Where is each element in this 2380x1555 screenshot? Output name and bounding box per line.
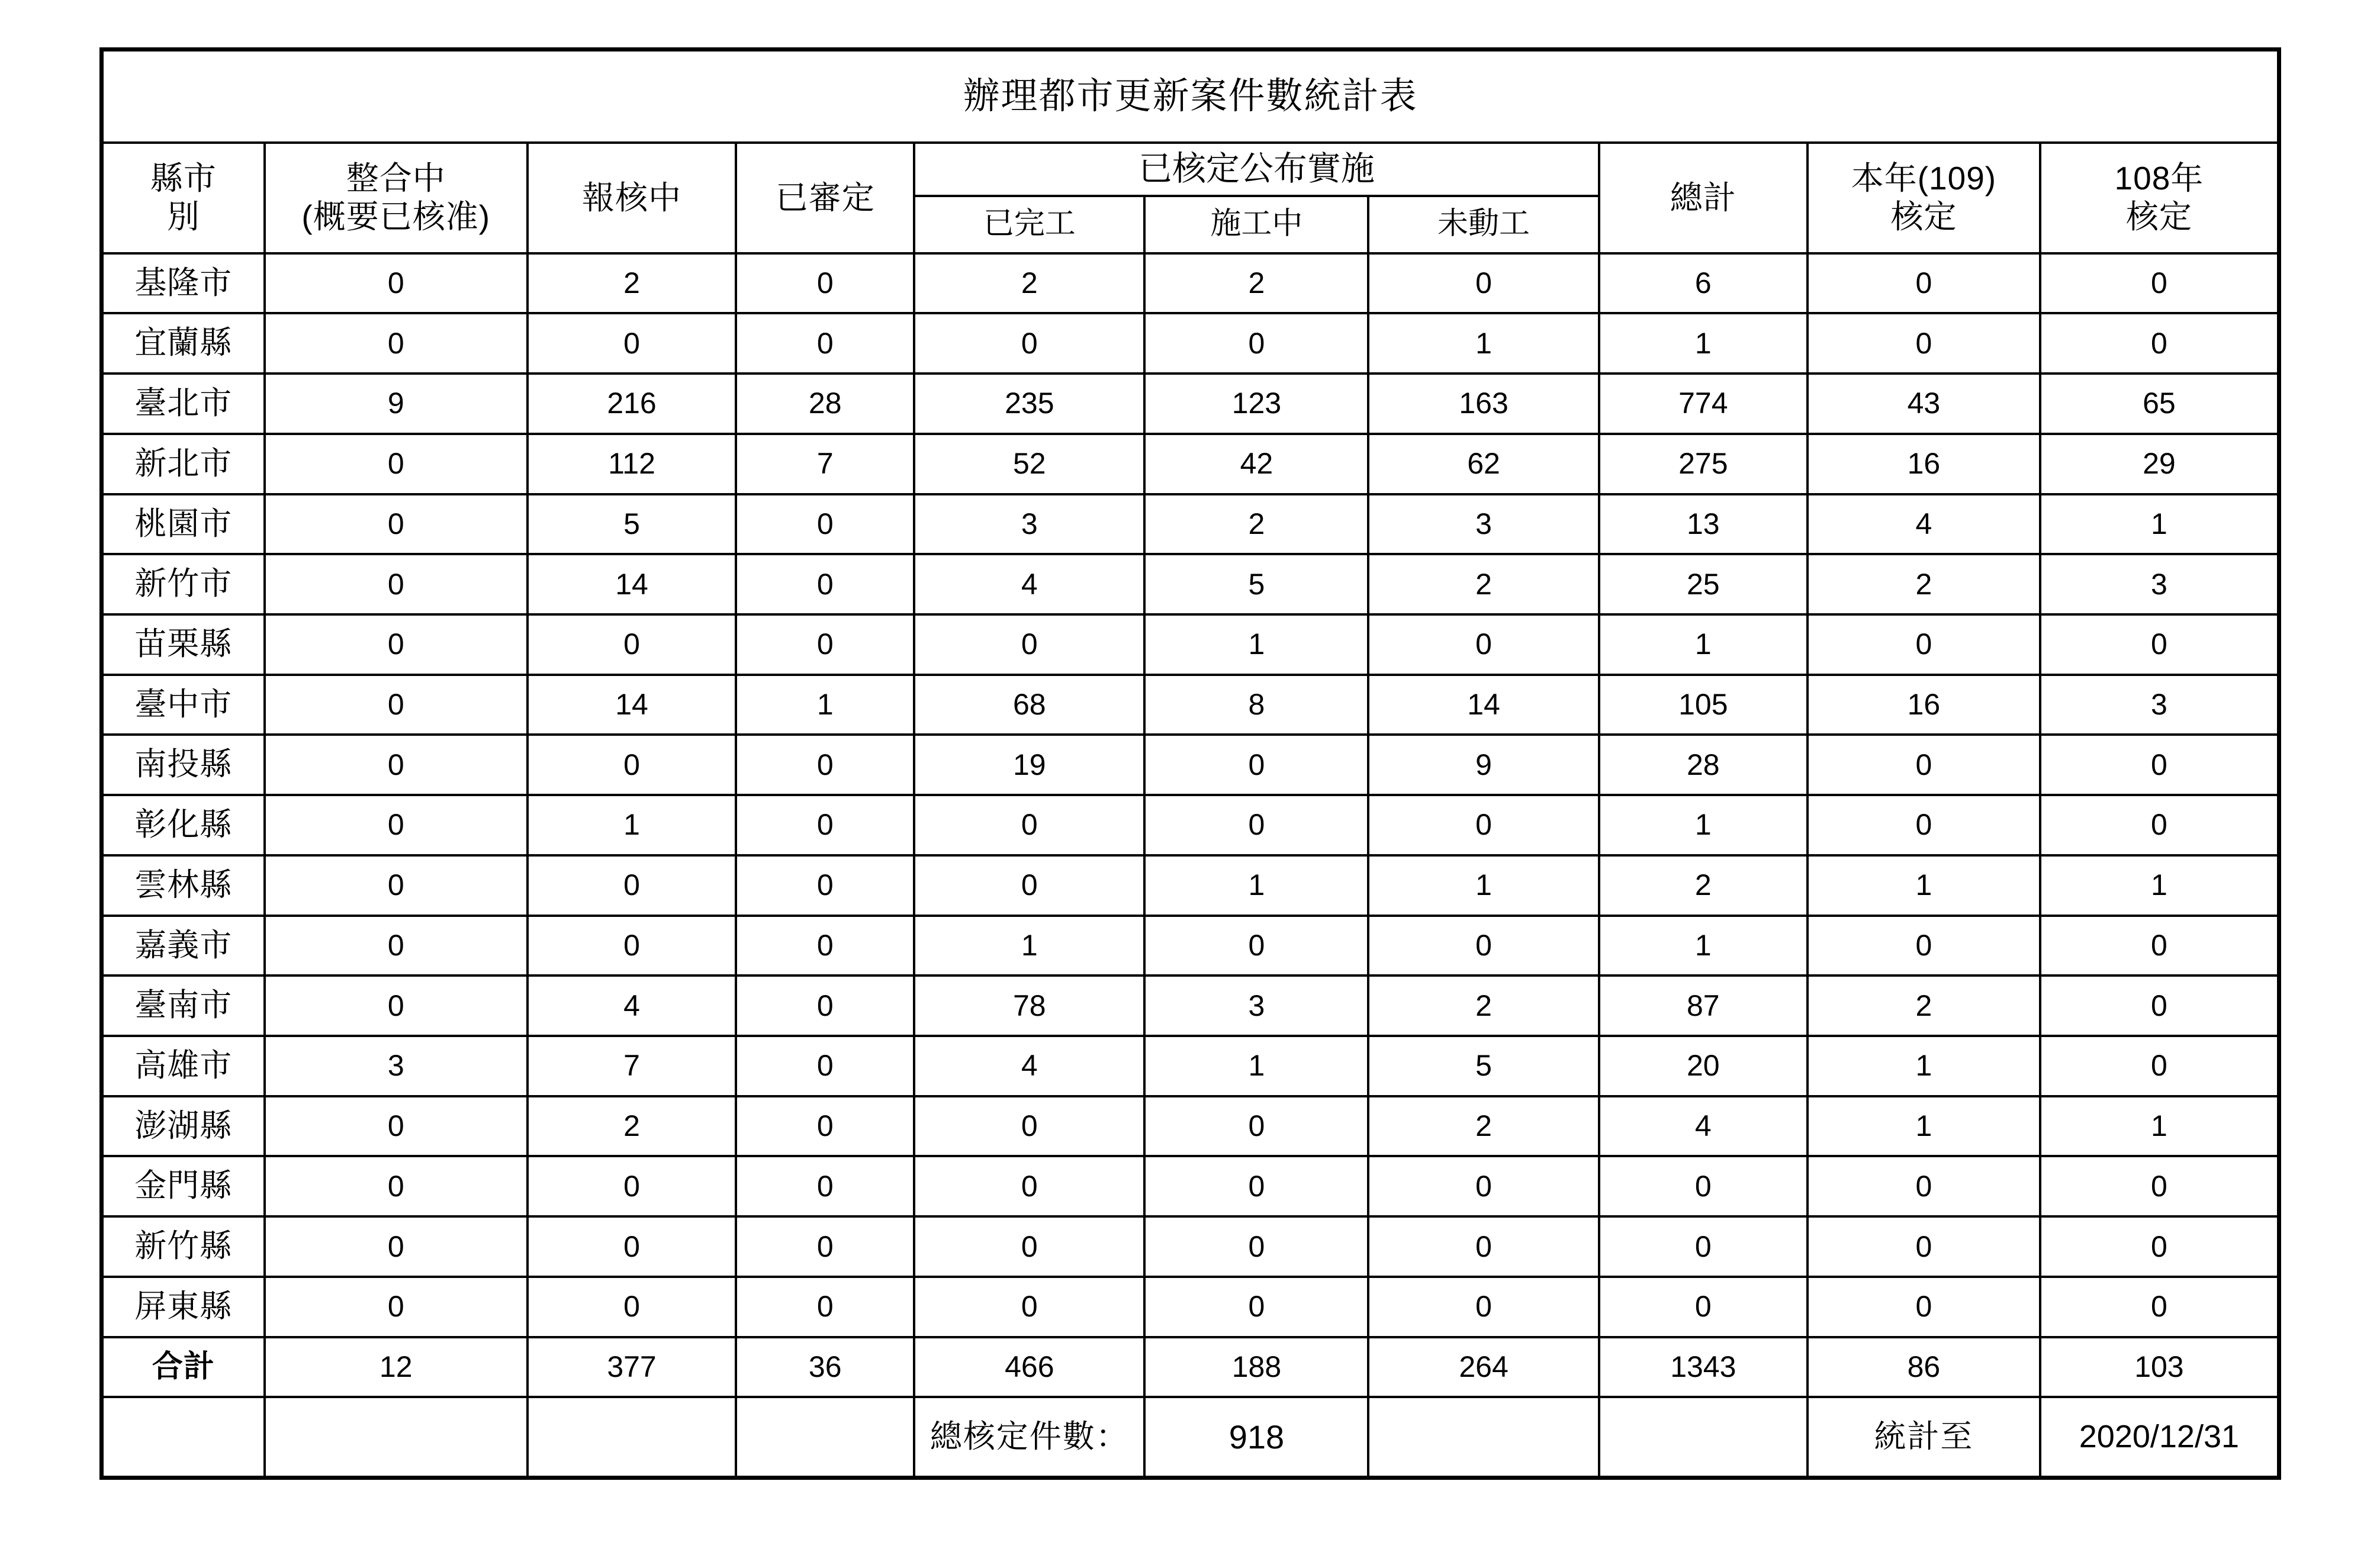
table-row xyxy=(104,1216,2277,1277)
cell-under-construction: 2 xyxy=(1144,253,1368,314)
cell-under-construction: 1 xyxy=(1144,614,1368,675)
cell-approved-review: 0 xyxy=(736,916,914,976)
cell-completed: 0 xyxy=(914,855,1144,916)
cell-under-construction: 42 xyxy=(1144,434,1368,494)
column-header-not-started: 未動工 xyxy=(1368,196,1599,253)
table-row xyxy=(104,554,2277,614)
cell-approved-review: 0 xyxy=(736,554,914,614)
cell-approved-review: 7 xyxy=(736,434,914,494)
cell-last-year: 0 xyxy=(2040,313,2277,374)
cell-under-review: 7 xyxy=(528,1036,736,1096)
cell-integrating: 9 xyxy=(265,374,528,434)
cell-completed: 0 xyxy=(914,1096,1144,1157)
cell-this-year: 43 xyxy=(1807,374,2040,434)
total-integrating: 12 xyxy=(265,1337,528,1398)
cell-completed: 235 xyxy=(914,374,1144,434)
cell-completed: 0 xyxy=(914,1156,1144,1216)
cell-this-year: 16 xyxy=(1807,434,2040,494)
cell-under-review: 0 xyxy=(528,855,736,916)
cell-last-year: 0 xyxy=(2040,735,2277,795)
cell-this-year: 0 xyxy=(1807,795,2040,855)
cell-total: 275 xyxy=(1599,434,1807,494)
cell-completed: 3 xyxy=(914,494,1144,555)
cell-approved-review: 0 xyxy=(736,614,914,675)
cell-under-construction: 0 xyxy=(1144,1096,1368,1157)
this-year-header-line2: 核定 xyxy=(1890,198,1957,236)
cell-completed: 0 xyxy=(914,614,1144,675)
footer-empty-approved-review xyxy=(736,1397,914,1476)
cell-not-started: 1 xyxy=(1368,313,1599,374)
cell-under-construction: 2 xyxy=(1144,494,1368,555)
cell-total: 774 xyxy=(1599,374,1807,434)
cell-not-started: 62 xyxy=(1368,434,1599,494)
cell-integrating: 0 xyxy=(265,1277,528,1337)
total-approved-review: 36 xyxy=(736,1337,914,1398)
table-row xyxy=(104,374,2277,434)
cell-last-year: 1 xyxy=(2040,855,2277,916)
cell-total: 28 xyxy=(1599,735,1807,795)
cell-not-started: 163 xyxy=(1368,374,1599,434)
cell-integrating: 0 xyxy=(265,735,528,795)
row-label: 雲林縣 xyxy=(104,855,265,916)
cell-under-review: 2 xyxy=(528,253,736,314)
cell-this-year: 2 xyxy=(1807,554,2040,614)
cell-total: 0 xyxy=(1599,1216,1807,1277)
row-label: 嘉義市 xyxy=(104,916,265,976)
cell-approved-review: 0 xyxy=(736,735,914,795)
last-year-header-line1: 108年 xyxy=(2114,160,2204,197)
table-row xyxy=(104,735,2277,795)
total-completed: 466 xyxy=(914,1337,1144,1398)
cell-approved-review: 28 xyxy=(736,374,914,434)
table-row xyxy=(104,916,2277,976)
cell-this-year: 0 xyxy=(1807,313,2040,374)
cell-under-review: 1 xyxy=(528,795,736,855)
cell-under-construction: 0 xyxy=(1144,916,1368,976)
column-header-integrating xyxy=(265,143,528,253)
cell-not-started: 9 xyxy=(1368,735,1599,795)
cell-integrating: 0 xyxy=(265,675,528,735)
cell-under-construction: 1 xyxy=(1144,1036,1368,1096)
column-header-approved-review: 已審定 xyxy=(736,143,914,253)
table-row xyxy=(104,614,2277,675)
cell-this-year: 4 xyxy=(1807,494,2040,555)
cell-total: 2 xyxy=(1599,855,1807,916)
cell-completed: 4 xyxy=(914,1036,1144,1096)
cell-not-started: 2 xyxy=(1368,976,1599,1036)
cell-integrating: 0 xyxy=(265,554,528,614)
cell-integrating: 0 xyxy=(265,1216,528,1277)
footer-empty-under-review xyxy=(528,1397,736,1476)
column-header-published-group: 已核定公布實施 xyxy=(914,143,1599,196)
cell-this-year: 1 xyxy=(1807,855,2040,916)
column-header-under-construction: 施工中 xyxy=(1144,196,1368,253)
cell-under-construction: 123 xyxy=(1144,374,1368,434)
cell-under-construction: 0 xyxy=(1144,313,1368,374)
cell-not-started: 0 xyxy=(1368,1277,1599,1337)
row-label: 臺中市 xyxy=(104,675,265,735)
cell-integrating: 0 xyxy=(265,494,528,555)
row-label: 南投縣 xyxy=(104,735,265,795)
this-year-header-line1: 本年(109) xyxy=(1851,160,1997,197)
cell-under-construction: 0 xyxy=(1144,1156,1368,1216)
cell-integrating: 0 xyxy=(265,1156,528,1216)
column-header-under-review: 報核中 xyxy=(528,143,736,253)
cell-this-year: 0 xyxy=(1807,1156,2040,1216)
cell-total: 20 xyxy=(1599,1036,1807,1096)
cell-last-year: 1 xyxy=(2040,1096,2277,1157)
cell-under-construction: 0 xyxy=(1144,1216,1368,1277)
cell-not-started: 0 xyxy=(1368,253,1599,314)
title-row xyxy=(104,51,2277,143)
cell-under-review: 5 xyxy=(528,494,736,555)
row-label: 新竹縣 xyxy=(104,1216,265,1277)
cell-last-year: 0 xyxy=(2040,1156,2277,1216)
cell-total: 0 xyxy=(1599,1156,1807,1216)
cell-total: 105 xyxy=(1599,675,1807,735)
approved-total-value: 918 xyxy=(1144,1397,1368,1476)
cell-under-construction: 3 xyxy=(1144,976,1368,1036)
table-row xyxy=(104,675,2277,735)
column-header-county xyxy=(104,143,265,253)
footer-empty-total xyxy=(1599,1397,1807,1476)
row-label: 高雄市 xyxy=(104,1036,265,1096)
cell-total: 0 xyxy=(1599,1277,1807,1337)
total-this-year: 86 xyxy=(1807,1337,2040,1398)
cell-not-started: 2 xyxy=(1368,1096,1599,1157)
footer-empty-not-started xyxy=(1368,1397,1599,1476)
statistics-sheet xyxy=(99,47,2281,1480)
cell-integrating: 0 xyxy=(265,976,528,1036)
cell-this-year: 1 xyxy=(1807,1036,2040,1096)
cell-completed: 1 xyxy=(914,916,1144,976)
cell-last-year: 0 xyxy=(2040,614,2277,675)
cell-this-year: 0 xyxy=(1807,614,2040,675)
cell-under-review: 0 xyxy=(528,313,736,374)
cell-total: 1 xyxy=(1599,916,1807,976)
table-total-row xyxy=(104,1337,2277,1398)
cell-last-year: 0 xyxy=(2040,795,2277,855)
cell-approved-review: 0 xyxy=(736,253,914,314)
cell-this-year: 0 xyxy=(1807,1216,2040,1277)
cell-under-review: 0 xyxy=(528,1156,736,1216)
cell-completed: 0 xyxy=(914,1277,1144,1337)
cell-not-started: 0 xyxy=(1368,795,1599,855)
last-year-header-line2: 核定 xyxy=(2125,198,2192,236)
cell-this-year: 0 xyxy=(1807,253,2040,314)
cell-integrating: 0 xyxy=(265,434,528,494)
cell-completed: 78 xyxy=(914,976,1144,1036)
cell-not-started: 0 xyxy=(1368,614,1599,675)
table-row xyxy=(104,434,2277,494)
column-header-this-year xyxy=(1807,143,2040,253)
footer-empty-integrating xyxy=(265,1397,528,1476)
row-label: 宜蘭縣 xyxy=(104,313,265,374)
urban-renewal-statistics-table xyxy=(104,51,2277,1476)
cell-approved-review: 0 xyxy=(736,1036,914,1096)
cell-completed: 0 xyxy=(914,795,1144,855)
cell-approved-review: 0 xyxy=(736,494,914,555)
cell-integrating: 0 xyxy=(265,614,528,675)
row-label: 苗栗縣 xyxy=(104,614,265,675)
table-row xyxy=(104,313,2277,374)
county-header-line2: 別 xyxy=(166,198,200,236)
cell-not-started: 1 xyxy=(1368,855,1599,916)
cell-under-construction: 0 xyxy=(1144,795,1368,855)
row-label: 澎湖縣 xyxy=(104,1096,265,1157)
cell-total: 25 xyxy=(1599,554,1807,614)
cell-last-year: 29 xyxy=(2040,434,2277,494)
county-header-line1: 縣市 xyxy=(150,160,217,197)
cell-integrating: 0 xyxy=(265,795,528,855)
cell-approved-review: 0 xyxy=(736,976,914,1036)
cell-last-year: 1 xyxy=(2040,494,2277,555)
cell-last-year: 3 xyxy=(2040,554,2277,614)
header-row-top xyxy=(104,143,2277,196)
cell-not-started: 0 xyxy=(1368,1156,1599,1216)
cell-completed: 19 xyxy=(914,735,1144,795)
row-label: 新北市 xyxy=(104,434,265,494)
stat-until-date: 2020/12/31 xyxy=(2040,1397,2277,1476)
cell-this-year: 16 xyxy=(1807,675,2040,735)
cell-integrating: 0 xyxy=(265,1096,528,1157)
table-row xyxy=(104,1096,2277,1157)
cell-under-construction: 1 xyxy=(1144,855,1368,916)
cell-last-year: 0 xyxy=(2040,1216,2277,1277)
cell-approved-review: 0 xyxy=(736,1096,914,1157)
table-row xyxy=(104,976,2277,1036)
cell-not-started: 5 xyxy=(1368,1036,1599,1096)
approved-total-label: 總核定件數： xyxy=(914,1397,1144,1476)
cell-last-year: 65 xyxy=(2040,374,2277,434)
table-row xyxy=(104,855,2277,916)
cell-under-review: 0 xyxy=(528,1277,736,1337)
cell-total: 1 xyxy=(1599,795,1807,855)
cell-integrating: 3 xyxy=(265,1036,528,1096)
cell-under-review: 4 xyxy=(528,976,736,1036)
cell-last-year: 3 xyxy=(2040,675,2277,735)
total-last-year: 103 xyxy=(2040,1337,2277,1398)
cell-integrating: 0 xyxy=(265,916,528,976)
cell-under-review: 0 xyxy=(528,1216,736,1277)
cell-last-year: 0 xyxy=(2040,976,2277,1036)
cell-approved-review: 0 xyxy=(736,1156,914,1216)
table-row xyxy=(104,494,2277,555)
cell-approved-review: 1 xyxy=(736,675,914,735)
cell-integrating: 0 xyxy=(265,313,528,374)
column-header-last-year xyxy=(2040,143,2277,253)
cell-under-construction: 0 xyxy=(1144,1277,1368,1337)
cell-this-year: 2 xyxy=(1807,976,2040,1036)
cell-completed: 68 xyxy=(914,675,1144,735)
row-label: 臺南市 xyxy=(104,976,265,1036)
cell-not-started: 3 xyxy=(1368,494,1599,555)
cell-under-construction: 8 xyxy=(1144,675,1368,735)
cell-approved-review: 0 xyxy=(736,313,914,374)
cell-integrating: 0 xyxy=(265,253,528,314)
cell-last-year: 0 xyxy=(2040,916,2277,976)
cell-under-review: 0 xyxy=(528,916,736,976)
page-title: 辦理都市更新案件數統計表 xyxy=(104,51,2277,143)
column-header-completed: 已完工 xyxy=(914,196,1144,253)
cell-integrating: 0 xyxy=(265,855,528,916)
cell-approved-review: 0 xyxy=(736,1277,914,1337)
cell-completed: 4 xyxy=(914,554,1144,614)
cell-not-started: 0 xyxy=(1368,1216,1599,1277)
row-label: 基隆市 xyxy=(104,253,265,314)
table-row xyxy=(104,1036,2277,1096)
cell-not-started: 2 xyxy=(1368,554,1599,614)
cell-last-year: 0 xyxy=(2040,253,2277,314)
cell-completed: 52 xyxy=(914,434,1144,494)
cell-under-review: 2 xyxy=(528,1096,736,1157)
footer-empty-county xyxy=(104,1397,265,1476)
total-under-construction: 188 xyxy=(1144,1337,1368,1398)
cell-this-year: 0 xyxy=(1807,735,2040,795)
table-row xyxy=(104,253,2277,314)
cell-under-review: 112 xyxy=(528,434,736,494)
cell-under-construction: 0 xyxy=(1144,735,1368,795)
cell-completed: 0 xyxy=(914,1216,1144,1277)
cell-total: 87 xyxy=(1599,976,1807,1036)
integrating-header-line1: 整合中 xyxy=(346,160,446,197)
row-label: 屏東縣 xyxy=(104,1277,265,1337)
footer-row xyxy=(104,1397,2277,1476)
cell-under-review: 14 xyxy=(528,554,736,614)
cell-total: 4 xyxy=(1599,1096,1807,1157)
column-header-total: 總計 xyxy=(1599,143,1807,253)
cell-this-year: 0 xyxy=(1807,916,2040,976)
cell-this-year: 1 xyxy=(1807,1096,2040,1157)
total-not-started: 264 xyxy=(1368,1337,1599,1398)
cell-approved-review: 0 xyxy=(736,1216,914,1277)
total-overall: 1343 xyxy=(1599,1337,1807,1398)
row-label: 彰化縣 xyxy=(104,795,265,855)
cell-this-year: 0 xyxy=(1807,1277,2040,1337)
cell-total: 1 xyxy=(1599,614,1807,675)
cell-total: 13 xyxy=(1599,494,1807,555)
cell-not-started: 14 xyxy=(1368,675,1599,735)
cell-under-review: 14 xyxy=(528,675,736,735)
row-label: 新竹市 xyxy=(104,554,265,614)
table-row xyxy=(104,1156,2277,1216)
cell-completed: 2 xyxy=(914,253,1144,314)
cell-total: 1 xyxy=(1599,313,1807,374)
row-label: 桃園市 xyxy=(104,494,265,555)
stat-until-label: 統計至 xyxy=(1807,1397,2040,1476)
integrating-header-line2: (概要已核准) xyxy=(301,198,491,236)
cell-approved-review: 0 xyxy=(736,855,914,916)
total-row-label: 合計 xyxy=(104,1337,265,1398)
cell-under-review: 216 xyxy=(528,374,736,434)
cell-under-review: 0 xyxy=(528,614,736,675)
cell-under-construction: 5 xyxy=(1144,554,1368,614)
cell-completed: 0 xyxy=(914,313,1144,374)
cell-last-year: 0 xyxy=(2040,1277,2277,1337)
cell-last-year: 0 xyxy=(2040,1036,2277,1096)
cell-approved-review: 0 xyxy=(736,795,914,855)
cell-under-review: 0 xyxy=(528,735,736,795)
row-label: 臺北市 xyxy=(104,374,265,434)
table-row xyxy=(104,795,2277,855)
cell-total: 6 xyxy=(1599,253,1807,314)
table-row xyxy=(104,1277,2277,1337)
total-under-review: 377 xyxy=(528,1337,736,1398)
row-label: 金門縣 xyxy=(104,1156,265,1216)
cell-not-started: 0 xyxy=(1368,916,1599,976)
